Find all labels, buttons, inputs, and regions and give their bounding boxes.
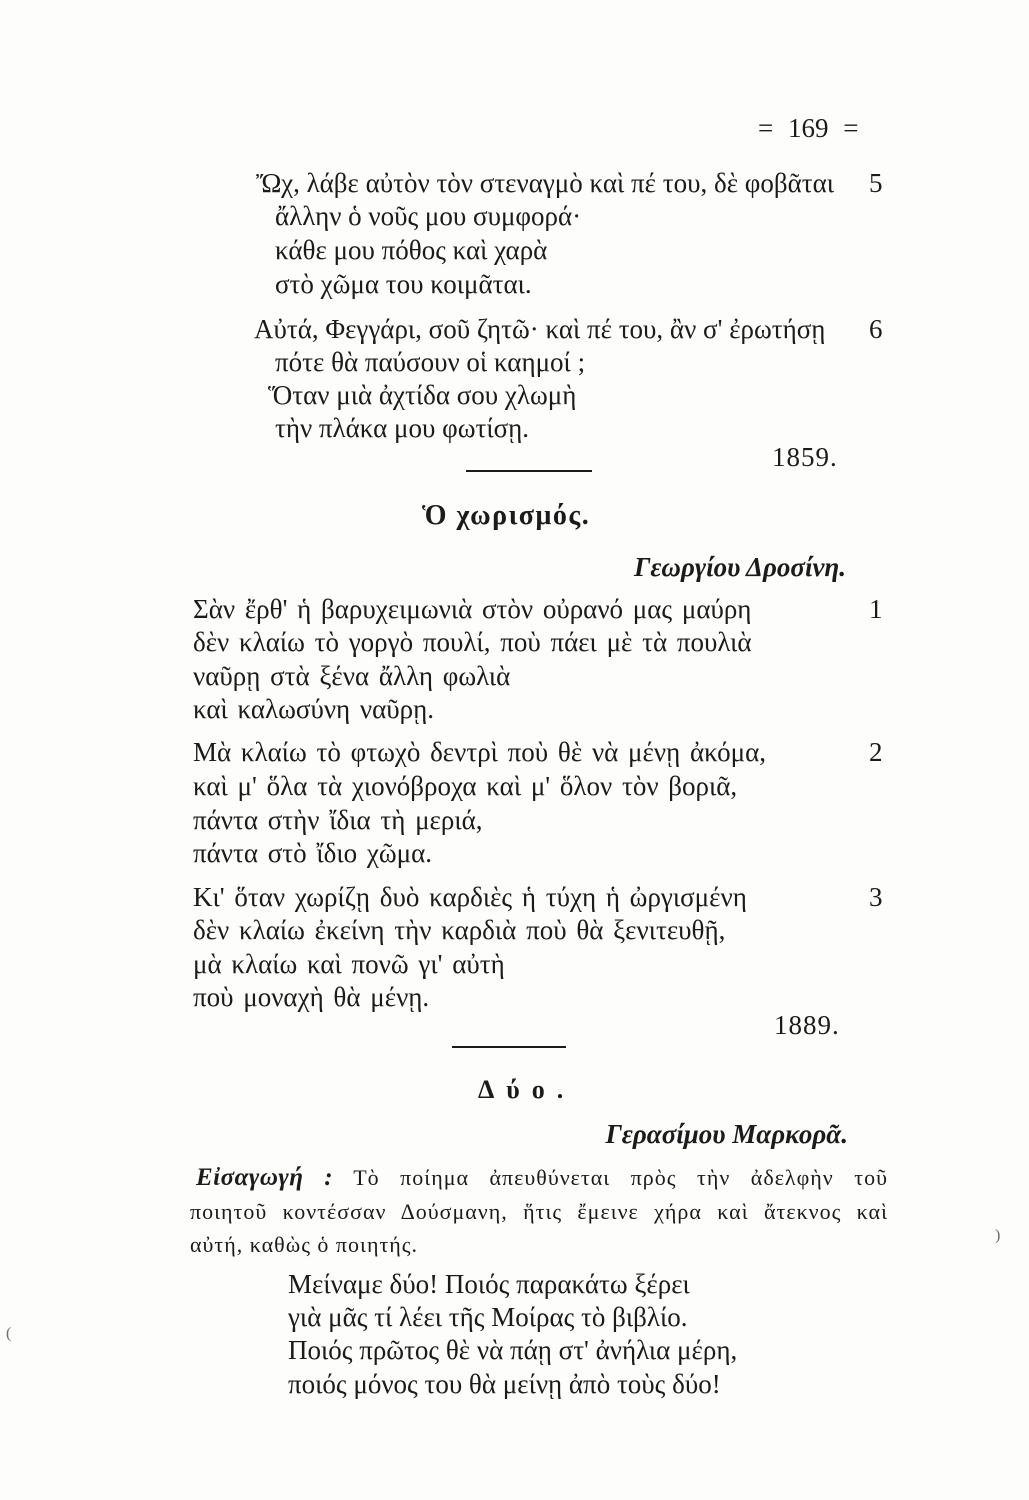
stanza-number: 3 [869,882,883,912]
verse-line: καὶ μ' ὅλα τὰ χιονόβροχα καὶ μ' ὅλον τὸν βοριᾶ, [193,771,738,801]
verse-line: ποὺ μοναχὴ θὰ μένῃ. [193,982,430,1012]
poem-year: 1889. [774,1010,840,1040]
poem-title: Δύο. [478,1075,576,1104]
verse-line: γιὰ μᾶς τί λέει τῆς Μοίρας τὸ βιβλίο. [288,1302,688,1332]
poem-title: Ὁ χωρισμός. [422,500,591,531]
verse-line: Μὰ κλαίω τὸ φτωχὸ δεντρὶ ποὺ θὲ νὰ μένῃ ἀκόμα, [193,737,766,767]
verse-line: δὲν κλαίω ἐκείνη τὴν καρδιὰ ποὺ θὰ ξενιτευθῇ, [193,915,726,945]
verse-line: πάντα στὴν ἴδια τὴ μεριά, [193,805,483,835]
stanza-number: 2 [869,737,883,767]
verse-line: Μείναμε δύο! Ποιός παρακάτω ξέρει [288,1269,690,1299]
verse-line: καὶ καλωσύνη ναῦρῃ. [193,694,434,724]
section-divider [452,1046,566,1048]
intro-text: Τὸ ποίημα ἀπευθύνεται πρὸς τὴν ἀδελφὴν τοῦ [353,1165,888,1190]
stanza-number: 1 [869,594,883,624]
margin-mark-right: ) [995,1227,1001,1244]
verse-line: Αὐτά, Φεγγάρι, σοῦ ζητῶ· καὶ πέ του, ἂν σ' ἐρωτήσῃ [254,314,826,344]
verse-line: στὸ χῶμα του κοιμᾶται. [275,269,532,299]
stanza-number: 6 [869,314,883,344]
verse-line: Κι' ὅταν χωρίζῃ δυὸ καρδιὲς ἡ τύχη ἡ ὠργισμένη [193,882,747,912]
verse-line: κάθε μου πόθος καὶ χαρὰ [275,235,548,265]
verse-line: μὰ κλαίω καὶ πονῶ γι' αὐτὴ [193,949,505,979]
intro-line: αὐτή, καθὼς ὁ ποιητής. [190,1232,419,1257]
verse-line: Ποιός πρῶτος θὲ νὰ πάῃ στ' ἀνήλια μέρη, [288,1335,738,1365]
section-divider [466,470,592,472]
intro-line: ποιητοῦ κοντέσσαν Δούσμανη, ἥτις ἔμεινε χήρα καὶ ἄτεκνος καὶ [190,1199,888,1224]
poem-author: Γεωργίου Δροσίνη. [634,552,846,582]
verse-line: ναῦρῃ στὰ ξένα ἄλλη φωλιὰ [193,661,511,691]
page-number-header: = 169 = [758,113,859,143]
verse-line: δὲν κλαίω τὸ γοργὸ πουλί, ποὺ πάει μὲ τὰ πουλιὰ [193,627,752,657]
margin-mark-left: ( [6,1325,12,1342]
stanza-number: 5 [869,168,883,198]
poem-year: 1859. [772,442,838,472]
verse-line: Σὰν ἔρθ' ἡ βαρυχειμωνιὰ στὸν οὐρανό μας μαύρη [193,594,752,624]
verse-line: πάντα στὸ ἴδιο χῶμα. [193,838,433,868]
poem-author: Γερασίμου Μαρκορᾶ. [605,1119,848,1149]
intro-line [196,1161,888,1195]
intro-label: Εἰσαγωγή : [196,1164,334,1191]
verse-line: τὴν πλάκα μου φωτίσῃ. [275,413,530,443]
verse-line: Ὤχ, λάβε αὐτὸν τὸν στεναγμὸ καὶ πέ του, δὲ φοβᾶται [256,168,835,198]
verse-line: ἄλλην ὁ νοῦς μου συμφορά· [275,201,582,231]
verse-line: ποιός μόνος του θὰ μείνῃ ἀπὸ τοὺς δύο! [288,1369,721,1399]
verse-line: Ὅταν μιὰ ἀχτίδα σου χλωμὴ [268,380,577,410]
verse-line: πότε θὰ παύσουν οἱ καημοί ; [275,347,586,377]
